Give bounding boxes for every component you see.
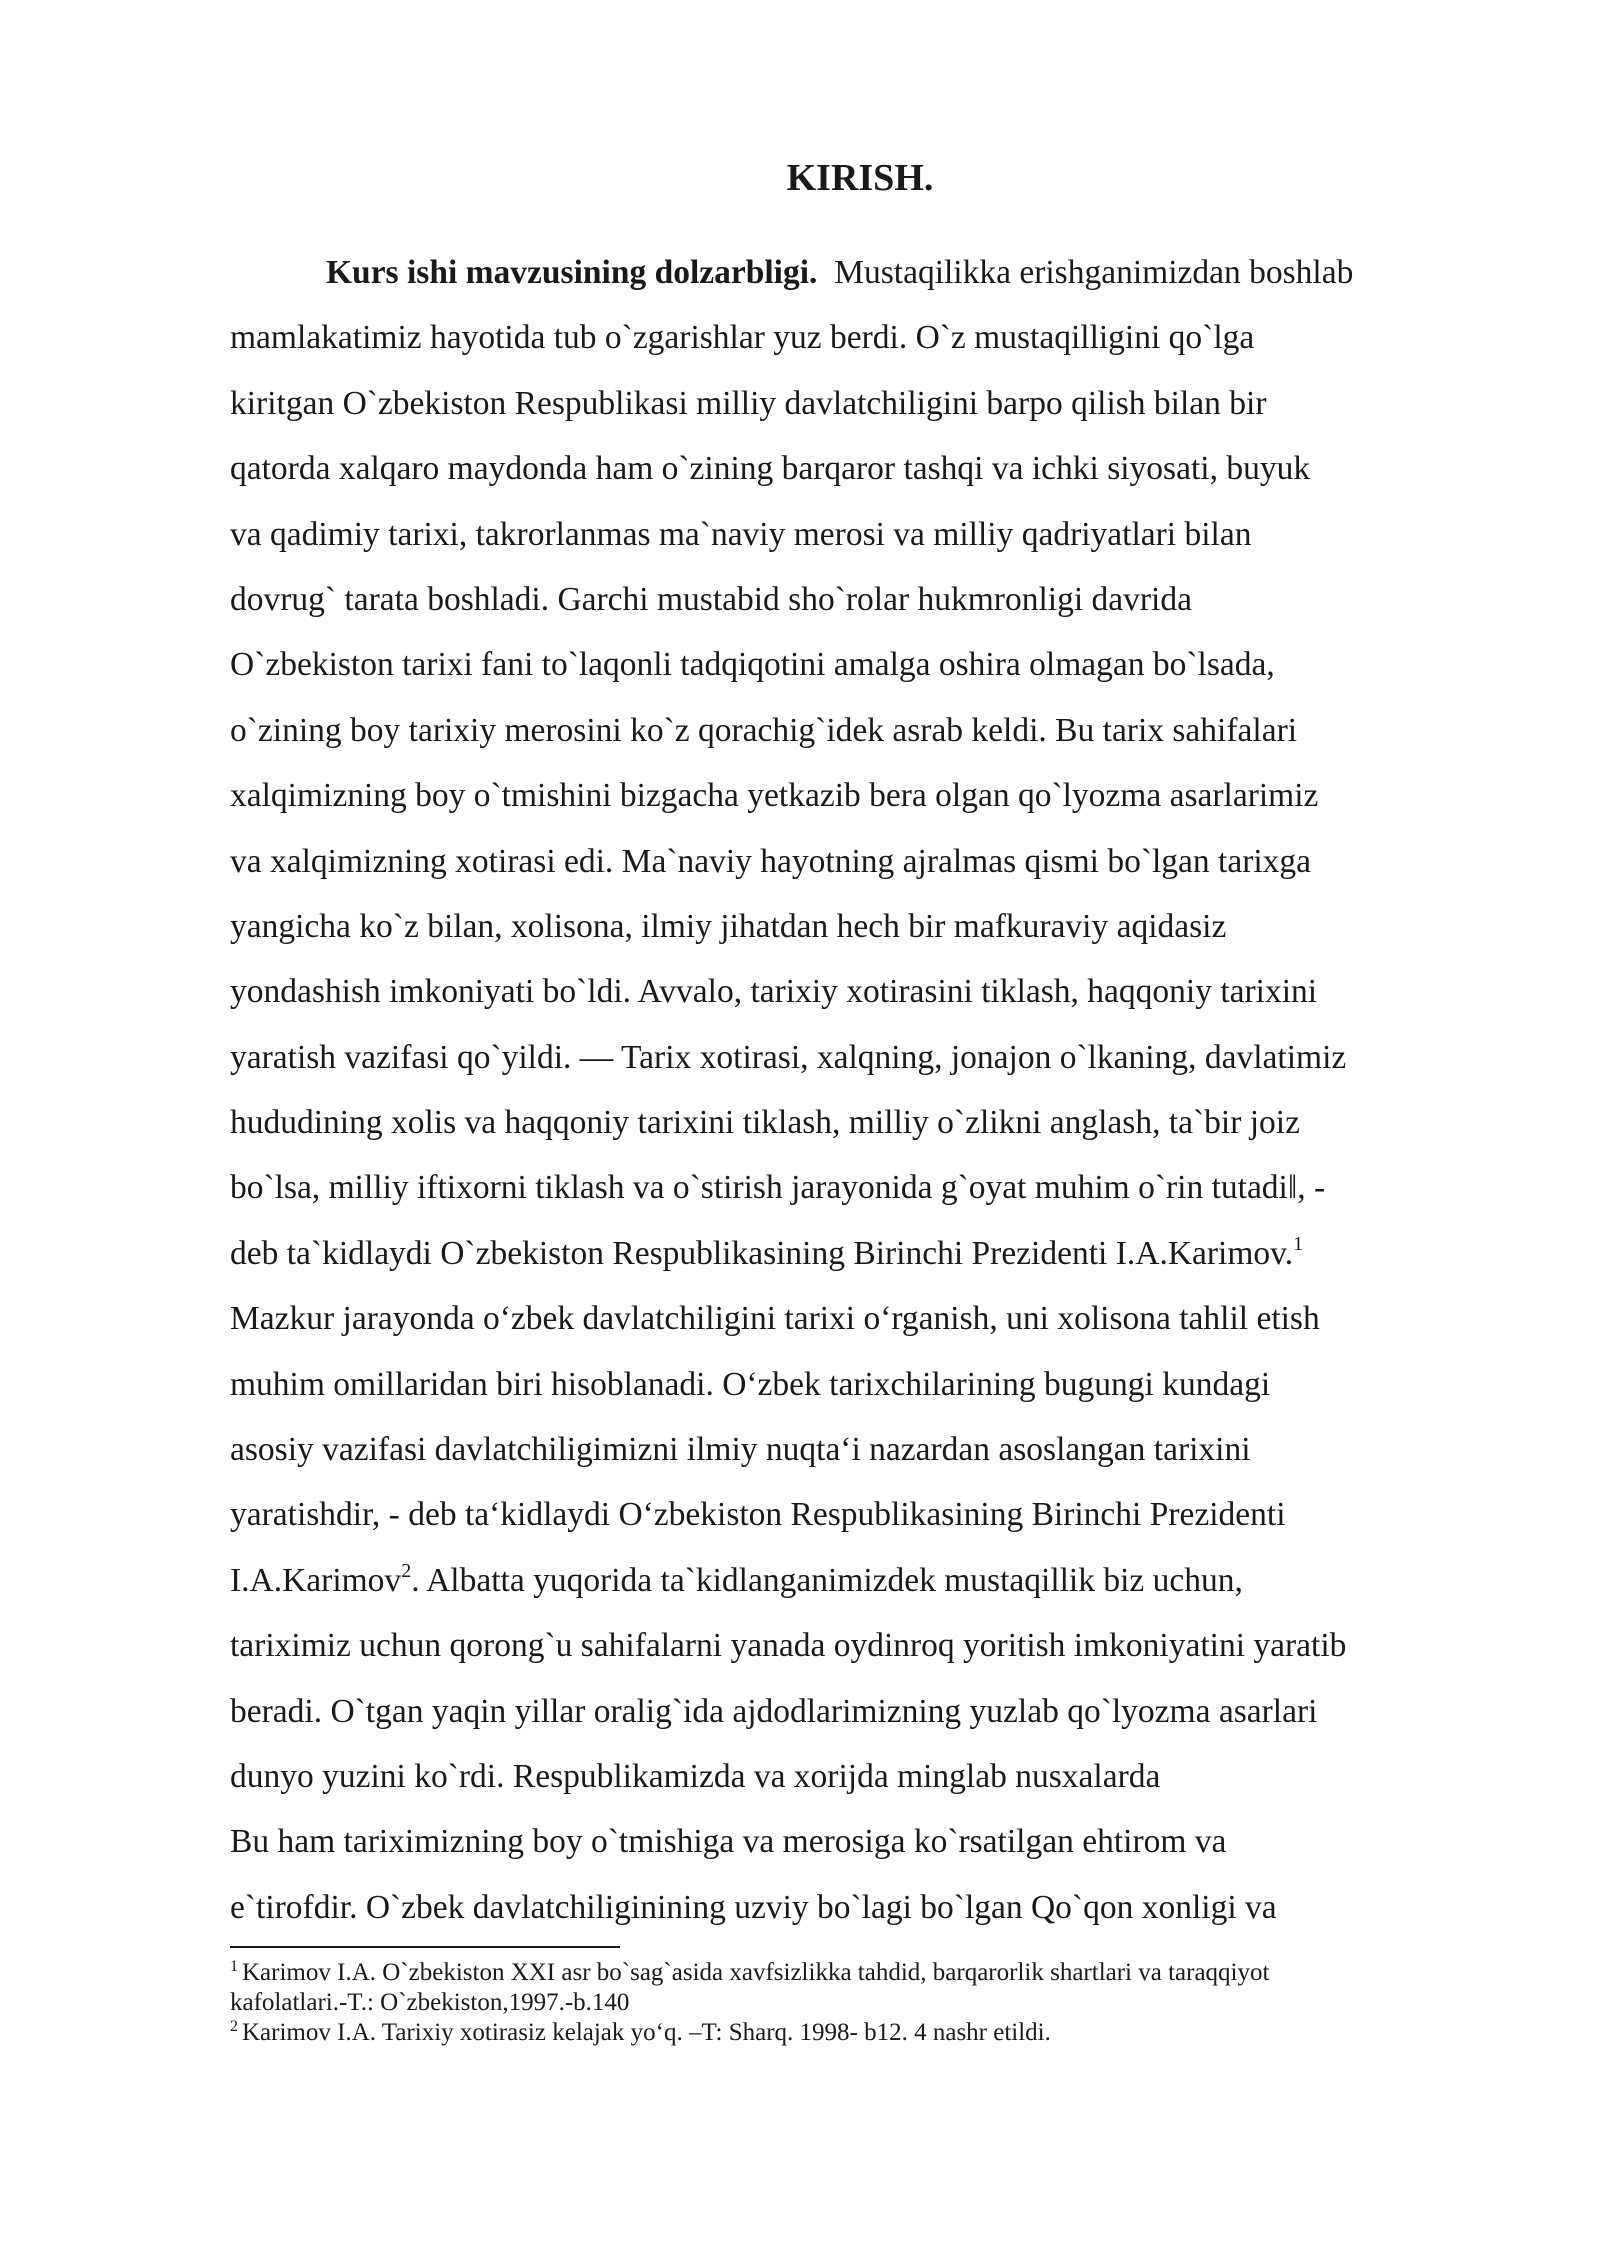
footnotes [230,1958,1530,2048]
footnote-ref: 2 [401,1559,412,1582]
body-text [230,248,1530,1948]
text-line: beradi. O`tgan yaqin yillar oralig`ida ajdodlarimizning yuzlab qo`lyozma asarlari [230,1692,1318,1730]
text-line [230,1556,1530,1621]
footnote [230,1958,1530,2018]
text-line [230,248,1530,313]
text-line: dunyo yuzini ko`rdi. Respublikamizda va xorijda minglab nusxalarda [230,1757,1161,1795]
footnote-text: Karimov I.A. O`zbekiston XXI asr bo`sag`asida xavfsizlikka tahdid, barqarorlik shartlari va taraqqiyot [242,1959,1270,1986]
text-line [230,1229,1530,1294]
text-line: O`zbekiston tarixi fani to`laqonli tadqiqotini amalga oshira olmagan bo`lsada, [230,646,1275,684]
text-line: kiritgan O`zbekiston Respublikasi milliy davlatchiligini barpo qilish bilan bir [230,384,1267,422]
footnote-line [230,1958,1530,1988]
text-line: tariximiz uchun qorong`u sahifalarni yanada oydinroq yoritish imkoniyatini yaratib [230,1627,1347,1665]
lead-heading: Kurs ishi mavzusining dolzarbligi. [326,254,818,291]
text-line: dovrug` tarata boshladi. Garchi mustabid sho`rolar hukmronligi davrida [230,580,1192,618]
text-line: yaratish vazifasi qo`yildi. — Tarix xotirasi, xalqning, jonajon o`lkaning, davlatimiz [230,1038,1347,1076]
text-line: mamlakatimiz hayotida tub o`zgarishlar yuz berdi. O`z mustaqilligini qo`lga [230,319,1255,357]
footnote-line: kafolatlari.-T.: O`zbekiston,1997.-b.140 [230,1989,630,2016]
text-line: va xalqimizning xotirasi edi. Ma`naviy hayotning ajralmas qismi bo`lgan tarixga [230,842,1312,880]
text-line: muhim omillaridan biri hisoblanadi. O‘zbek tarixchilarining bugungi kundagi [230,1365,1271,1403]
text-line: e`tirofdir. O`zbek davlatchiliginining uzviy bo`lagi bo`lgan Qo`qon xonligi va [230,1888,1277,1926]
text-line: qatorda xalqaro maydonda ham o`zining barqaror tashqi va ichki siyosati, buyuk [230,450,1311,488]
footnote-line [230,2018,1530,2048]
text-line-content: . Albatta yuqorida ta`kidlanganimizdek mustaqillik biz uchun, [411,1561,1243,1599]
text-line-content: deb ta`kidlaydi O`zbekiston Respublikasining Birinchi Prezidenti I.A.Karimov. [230,1234,1294,1272]
footnote-mark: 1 [230,1958,238,1975]
text-line: xalqimizning boy o`tmishini bizgacha yetkazib bera olgan qo`lyozma asarlarimiz [230,777,1319,815]
text-line: asosiy vazifasi davlatchiligimizni ilmiy nuqta‘i nazardan asoslangan tarixini [230,1431,1251,1469]
text-line-content: Mustaqilikka erishganimizdan boshlab [834,254,1354,291]
footnote-mark: 2 [230,2018,238,2035]
text-line: yondashish imkoniyati bo`ldi. Avvalo, tarixiy xotirasini tiklash, haqqoniy tarixini [230,973,1318,1011]
text-line: bo`lsa, milliy iftixorni tiklash va o`stirish jarayonida g`oyat muhim o`rin tutadi‖, - [230,1169,1326,1207]
text-line: yangicha ko`z bilan, xolisona, ilmiy jihatdan hech bir mafkuraviy aqidasiz [230,907,1227,945]
footnote-text: Karimov I.A. Tarixiy xotirasiz kelajak yo‘q. –T: Sharq. 1998- b12. 4 nashr etildi. [242,2019,1051,2046]
page-title: KIRISH. [786,157,934,199]
text-line: Bu ham tariximizning boy o`tmishiga va merosiga ko`rsatilgan ehtirom va [230,1823,1227,1861]
footnote-ref: 1 [1293,1232,1304,1255]
text-line: hududining xolis va haqqoniy tarixini tiklash, milliy o`zlikni anglash, ta`bir joiz [230,1104,1300,1142]
footnote-separator [230,1946,620,1948]
text-line: yaratishdir, - deb ta‘kidlaydi O‘zbekiston Respublikasining Birinchi Prezidenti [230,1496,1286,1534]
text-line: Mazkur jarayonda o‘zbek davlatchiligini tarixi o‘rganish, uni xolisona tahlil etish [230,1300,1320,1338]
text-line-content: I.A.Karimov [230,1561,402,1599]
text-line: va qadimiy tarixi, takrorlanmas ma`naviy merosi va milliy qadriyatlari bilan [230,515,1252,553]
footnote [230,2018,1530,2048]
text-line: o`zining boy tarixiy merosini ko`z qorachig`idek asrab keldi. Bu tarix sahifalari [230,711,1298,749]
